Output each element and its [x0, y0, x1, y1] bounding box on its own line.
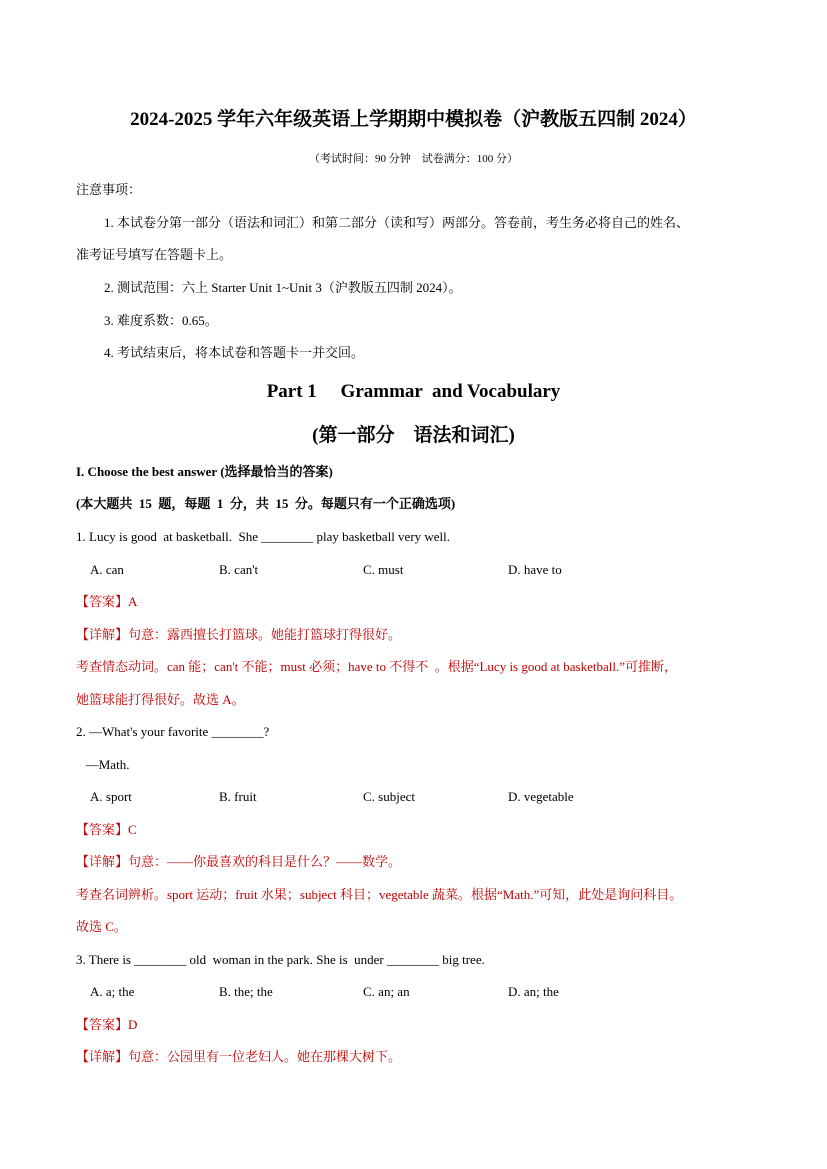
part-title: Part 1 Grammar and Vocabulary — [266, 381, 561, 402]
option-d: D. an; the — [508, 984, 559, 999]
option-a: A. can — [90, 562, 124, 577]
option-b: B. fruit — [219, 789, 257, 804]
section-heading: I. Choose the best answer (选择最恰当的答案) — [76, 464, 333, 479]
explanation: 【详解】句意：——你最喜欢的科目是什么？——数学。 — [76, 854, 402, 869]
option-a: A. a; the — [90, 984, 135, 999]
question-stem: —Math. — [76, 757, 130, 772]
exam-title: 2024-2025 学年六年级英语上学期期中模拟卷（沪教版五四制 2024） — [130, 109, 697, 130]
option-c: C. subject — [363, 789, 415, 804]
note-item: 准考证号填写在答题卡上。 — [76, 247, 233, 262]
question-stem: 1. Lucy is good at basketball. She ________ play basketball very well. — [76, 529, 451, 544]
answer: 【答案】D — [76, 1017, 138, 1032]
option-c: C. an; an — [363, 984, 410, 999]
note-item: 2. 测试范围：六上 Starter Unit 1~Unit 3（沪教版五四制 2024）。 — [104, 280, 462, 295]
option-d: D. vegetable — [508, 789, 574, 804]
section-instruction: (本大题共 15 题，每题 1 分，共 15 分。每题只有一个正确选项) — [76, 496, 456, 511]
note-item: 4. 考试结束后，将本试卷和答题卡一并交回。 — [104, 345, 365, 360]
question-stem: 3. There is ________ old woman in the park. She is under ________ big tree. — [76, 952, 485, 967]
explanation: 她篮球能打得很好。故选 A。 — [76, 692, 245, 707]
explanation: 【详解】句意：公园里有一位老妇人。她在那棵大树下。 — [76, 1049, 402, 1064]
note-item: 1. 本试卷分第一部分（语法和词汇）和第二部分（读和写）两部分。答卷前，考生务必将自己的姓名、 — [104, 215, 690, 230]
question-stem: 2. —What's your favorite ________? — [76, 724, 270, 739]
part-subtitle: (第一部分 语法和词汇) — [312, 425, 515, 446]
notes-heading: 注意事项： — [76, 182, 142, 197]
explanation: 【详解】句意：露西擅长打篮球。她能打篮球打得很好。 — [76, 627, 402, 642]
option-b: B. can't — [219, 562, 259, 577]
exam-subtitle: （考试时间：90 分钟 试卷满分：100 分） — [309, 153, 518, 165]
option-d: D. have to — [508, 562, 562, 577]
answer: 【答案】C — [76, 822, 137, 837]
option-b: B. the; the — [219, 984, 273, 999]
explanation: 考查情态动词。can 能；can't 不能；must 必须；have to 不得不 。根据“Lucy is good at basketball.”可推断， — [76, 659, 677, 674]
note-item: 3. 难度系数：0.65。 — [104, 313, 218, 328]
explanation: 故选 C。 — [76, 919, 127, 934]
option-a: A. sport — [90, 789, 132, 804]
explanation: 考查名词辨析。sport 运动；fruit 水果；subject 科目；vegetable 蔬菜。根据“Math.”可知，此处是询问科目。 — [76, 887, 683, 902]
option-c: C. must — [363, 562, 404, 577]
answer: 【答案】A — [76, 594, 138, 609]
